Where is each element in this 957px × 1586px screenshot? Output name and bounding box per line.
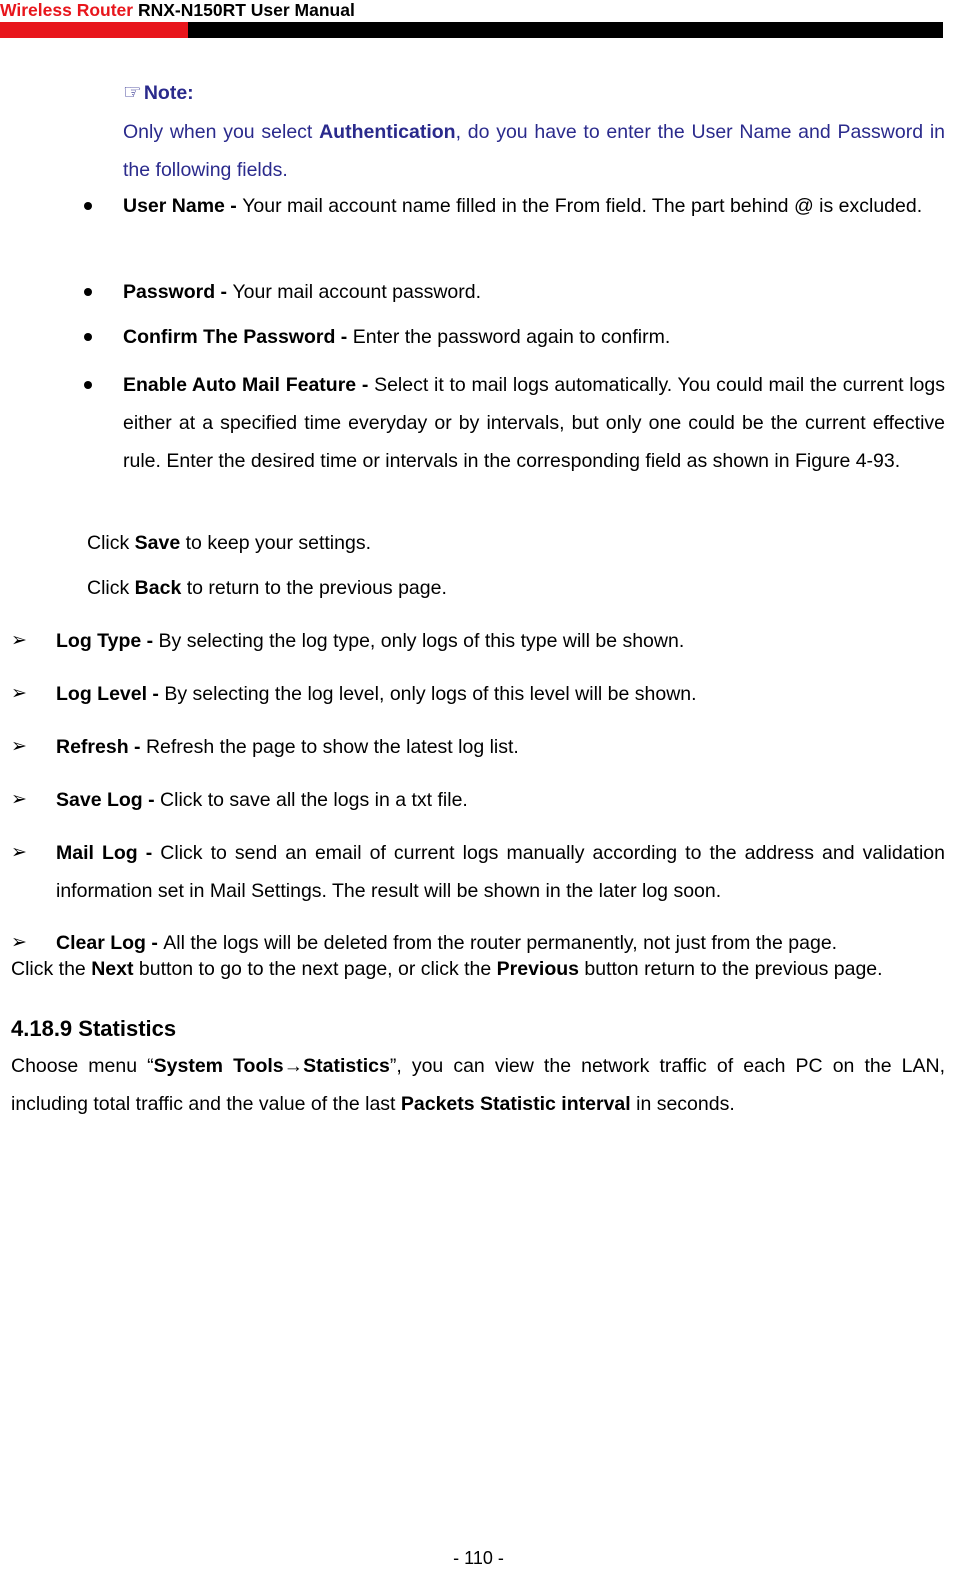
field-desc: Enter the password again to confirm. — [352, 326, 671, 348]
section-number: 4.18.9 — [11, 1016, 73, 1041]
arrow-bullet-icon: ➢ — [11, 630, 27, 651]
option-desc: By selecting the log type, only logs of this type will be shown. — [158, 630, 685, 652]
section-heading — [11, 1012, 176, 1046]
arrow-bullet-icon: ➢ — [11, 736, 27, 757]
field-term: User Name - — [123, 195, 243, 217]
page-number: - 110 - — [453, 1548, 504, 1568]
next-previous-paragraph: Click the Next button to go to the next page, or click the Previous button return to the previous page. — [11, 958, 883, 980]
option-item-log-level — [56, 675, 945, 713]
option-desc: Click to send an email of current logs manually according to the address and validation information set in Mail Settings. The result will be shown in the later log soon. — [56, 842, 945, 902]
previous-term: Previous — [496, 958, 580, 980]
option-term: Refresh - — [56, 736, 146, 758]
section-title: Statistics — [78, 1016, 177, 1041]
field-item-confirm-password — [123, 318, 945, 356]
field-desc: Your mail account password. — [232, 281, 482, 303]
field-item-user-name — [123, 187, 945, 225]
packets-interval-term: Packets Statistic interval — [400, 1093, 631, 1115]
bullet-dot — [84, 288, 92, 296]
bullet-dot — [84, 333, 92, 341]
option-desc: All the logs will be deleted from the router permanently, not just from the page. — [163, 932, 838, 954]
note-bold-term: Authentication — [319, 121, 456, 143]
note-label: Note: — [143, 82, 194, 104]
field-item-auto-mail — [123, 366, 945, 480]
field-desc: Select it to mail logs automatically. You could mail the current logs either at a specified time everyday or by intervals, but only one could be the current effective rule. Enter the desired time or intervals in the corresponding field as shown in Figure 4-93. — [123, 374, 945, 472]
field-term: Confirm The Password - — [123, 326, 353, 348]
option-item-log-type — [56, 622, 945, 660]
option-term: Log Level - — [56, 683, 165, 705]
statistics-paragraph: Choose menu “System Tools→Statistics”, you can view the network traffic of each PC on the LAN, including total traffic and the value of the last Packets Statistic interval in seconds. — [11, 1055, 946, 1115]
field-term: Password - — [123, 281, 233, 303]
header-title-manual: RNX-N150RT User Manual — [133, 0, 355, 20]
back-term: Back — [134, 577, 182, 599]
option-term: Save Log - — [56, 789, 161, 811]
header-title-brand: Wireless Router — [0, 0, 134, 20]
option-item-save-log — [56, 781, 945, 819]
menu-path-term: System Tools→Statistics — [153, 1055, 390, 1077]
arrow-bullet-icon: ➢ — [11, 932, 27, 953]
option-desc: Click to save all the logs in a txt file. — [160, 789, 468, 811]
note-heading — [123, 76, 194, 110]
header-bar-red — [0, 22, 188, 38]
arrow-bullet-icon: ➢ — [11, 842, 27, 863]
field-item-password — [123, 273, 945, 311]
note-text: Only when you select Authentication, do you have to enter the User Name and Password in the following fields. — [123, 121, 945, 181]
save-term: Save — [134, 532, 181, 554]
header-bar-black — [188, 22, 943, 38]
pointing-hand-icon: ☞ — [123, 81, 142, 104]
option-item-refresh — [56, 728, 945, 766]
option-desc: By selecting the log level, only logs of this level will be shown. — [164, 683, 697, 705]
bullet-dot — [84, 381, 92, 389]
click-back-line: Click Back to return to the previous page. — [87, 577, 447, 599]
arrow-bullet-icon: ➢ — [11, 683, 27, 704]
bullet-dot — [84, 202, 92, 210]
field-term: Enable Auto Mail Feature - — [123, 374, 375, 396]
option-term: Clear Log - — [56, 932, 164, 954]
click-save-line: Click Save to keep your settings. — [87, 532, 371, 554]
field-desc: Your mail account name filled in the From field. The part behind @ is excluded. — [242, 195, 923, 217]
option-desc: Refresh the page to show the latest log list. — [145, 736, 519, 758]
next-term: Next — [91, 958, 134, 980]
option-term: Mail Log - — [56, 842, 161, 864]
arrow-bullet-icon: ➢ — [11, 789, 27, 810]
header-bar — [0, 22, 943, 38]
option-term: Log Type - — [56, 630, 159, 652]
header-title — [0, 0, 355, 22]
option-item-mail-log — [56, 834, 945, 910]
